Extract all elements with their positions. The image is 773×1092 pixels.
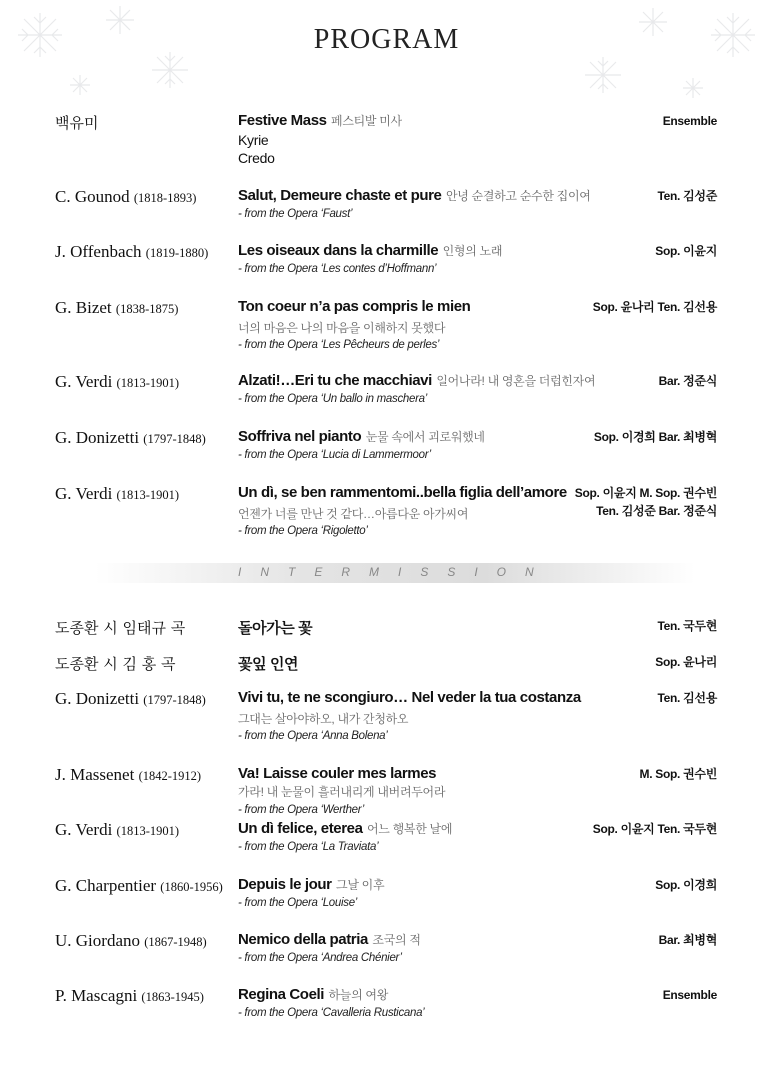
performer: Ten. 김성준	[657, 189, 717, 203]
composer	[55, 617, 185, 638]
work-title-line	[238, 820, 618, 838]
work-title-line	[238, 986, 618, 1004]
composer-name: 도종환 시 임태규 곡	[55, 619, 186, 637]
composer	[55, 298, 178, 318]
composer-years: (1818-1893)	[133, 191, 197, 205]
composer	[55, 484, 179, 504]
work-source: - from the Opera ‘Louise’	[238, 897, 358, 909]
work-korean-title: 너의 마음은 나의 마음을 이해하지 못했다	[238, 321, 446, 335]
work-title-line	[238, 242, 618, 260]
performer: Sop. 윤나리 Ten. 김선용	[592, 300, 717, 314]
movement: Kyrie	[238, 132, 269, 148]
work	[238, 653, 618, 674]
composer-years: (1797-1848)	[143, 693, 206, 707]
performers	[659, 931, 717, 949]
work-title: Les oiseaux dans la charmille	[238, 242, 439, 259]
work-title-line	[238, 428, 618, 446]
work-korean-title: 가라! 내 눈물이 흘러내리게 내버려두어라	[238, 785, 446, 799]
performer: Bar. 정준식	[658, 374, 717, 388]
work-title-line	[238, 187, 618, 205]
composer	[55, 820, 179, 840]
performers	[655, 653, 717, 671]
composer-years: (1813-1901)	[116, 488, 180, 502]
composer-name: 도종환 시 김 홍 곡	[55, 655, 176, 673]
performer: Ensemble	[662, 114, 717, 128]
performers	[659, 372, 717, 390]
work-title: Ton coeur n’a pas compris le mien	[238, 298, 471, 315]
work-title: Soffriva nel pianto	[238, 428, 362, 445]
work-title-line	[238, 931, 618, 949]
work	[238, 372, 618, 405]
work-source: - from the Opera ‘Andrea Chénier’	[238, 952, 402, 964]
performers	[658, 617, 718, 635]
work	[238, 187, 618, 220]
performer: Ten. 김선용	[657, 691, 717, 705]
work-korean-title: 안녕 순결하고 순수한 집이여	[445, 189, 591, 203]
composer	[55, 242, 208, 262]
performer: Bar. 최병혁	[658, 933, 717, 947]
composer-name: J. Massenet	[55, 765, 135, 784]
composer-name: G. Donizetti	[55, 689, 140, 708]
work-source: - from the Opera ‘Anna Bolena’	[238, 730, 388, 742]
performer: Sop. 이경희	[655, 878, 717, 892]
work-source: - from the Opera ‘Les Pêcheurs de perles’	[238, 339, 440, 351]
movement: Credo	[238, 150, 275, 166]
intermission-band	[95, 563, 695, 583]
composer	[55, 931, 207, 951]
composer-years: (1819-1880)	[145, 246, 209, 260]
composer	[55, 372, 179, 392]
composer-name: G. Bizet	[55, 298, 112, 317]
work-source: - from the Opera ‘Lucia di Lammermoor’	[238, 449, 431, 461]
work-title-line	[238, 298, 618, 316]
composer	[55, 986, 204, 1006]
work-title-line	[238, 876, 618, 894]
performers	[640, 765, 717, 783]
performer: Ensemble	[662, 988, 717, 1002]
performers	[663, 112, 717, 130]
composer	[55, 112, 98, 133]
composer-years: (1842-1912)	[138, 769, 202, 783]
work-source: - from the Opera ‘Faust’	[238, 208, 353, 220]
work	[238, 617, 618, 638]
composer-years: (1797-1848)	[143, 432, 206, 446]
work-title-line	[238, 112, 618, 130]
work-source: - from the Opera ‘Les contes d’Hoffmann’	[238, 263, 437, 275]
work-title-line	[238, 765, 618, 801]
performer: M. Sop. 권수빈	[639, 767, 717, 781]
work-korean-title: 일어나라! 내 영혼을 더럽힌자여	[436, 374, 596, 388]
composer-years: (1813-1901)	[116, 824, 180, 838]
work-title: Nemico della patria	[238, 931, 368, 948]
work-korean-title: 하늘의 여왕	[328, 988, 389, 1002]
work-source: - from the Opera ‘Cavalleria Rusticana’	[238, 1007, 425, 1019]
performers	[663, 986, 717, 1004]
work	[238, 931, 618, 964]
composer-years: (1838-1875)	[115, 302, 179, 316]
work	[238, 876, 618, 909]
composer-years: (1863-1945)	[141, 990, 204, 1004]
work-title: 돌아가는 꽃	[238, 620, 313, 637]
performers	[655, 242, 717, 260]
work-title: 꽃잎 인연	[238, 656, 299, 673]
work-korean-title: 언젠가 너를 만난 것 같다…아름다운 아가씨여	[238, 507, 469, 521]
performers	[593, 820, 717, 838]
composer	[55, 765, 201, 785]
composer-name: G. Verdi	[55, 372, 113, 391]
work-title: Alzati!…Eri tu che macchiavi	[238, 372, 432, 389]
work-title-line	[238, 653, 618, 674]
work-title-line	[238, 484, 618, 502]
performers	[593, 298, 717, 316]
work-title: Un dì, se ben rammentomi..bella figlia dell’amore	[238, 484, 567, 501]
composer-name: C. Gounod	[55, 187, 130, 206]
intermission-label: INTERMISSION	[238, 565, 553, 579]
work	[238, 112, 618, 166]
performer: Sop. 윤나리	[655, 655, 717, 669]
work-title: Depuis le jour	[238, 876, 332, 893]
work-title: Vivi tu, te ne scongiuro… Nel veder la tua costanza	[238, 689, 581, 706]
page-title: PROGRAM	[313, 24, 460, 55]
work-title-line	[238, 689, 618, 707]
performers	[575, 484, 717, 520]
work-korean-title: 그날 이후	[336, 878, 385, 892]
work-title-line	[238, 372, 618, 390]
composer-years: (1813-1901)	[116, 376, 180, 390]
work	[238, 242, 618, 275]
performer: Ten. 김성준 Bar. 정준식	[596, 504, 717, 518]
performer: Sop. 이윤지	[655, 244, 717, 258]
composer-name: 백유미	[55, 114, 99, 132]
performer: Ten. 국두현	[657, 619, 717, 633]
composer	[55, 187, 196, 207]
work-source: - from the Opera ‘Un ballo in maschera’	[238, 393, 427, 405]
composer	[55, 653, 176, 674]
composer-name: G. Verdi	[55, 484, 113, 503]
work-title-line	[238, 617, 618, 638]
work	[238, 820, 618, 853]
performers	[594, 428, 717, 446]
work-title: Un dì felice, eterea	[238, 820, 363, 837]
composer-name: G. Verdi	[55, 820, 113, 839]
composer-name: G. Donizetti	[55, 428, 140, 447]
work	[238, 484, 618, 537]
performers	[658, 187, 718, 205]
performers	[655, 876, 717, 894]
work-source: - from the Opera ‘Rigoletto’	[238, 525, 368, 537]
composer	[55, 876, 223, 896]
performer: Sop. 이윤지 M. Sop. 권수빈	[574, 486, 717, 500]
performer: Sop. 이경희 Bar. 최병혁	[593, 430, 717, 444]
work-title: Va! Laisse couler mes larmes	[238, 765, 437, 782]
work-title: Festive Mass	[238, 112, 327, 129]
composer-years: (1867-1948)	[144, 935, 207, 949]
work-title: Regina Coeli	[238, 986, 325, 1003]
work	[238, 986, 618, 1019]
composer-name: J. Offenbach	[55, 242, 142, 261]
work	[238, 428, 618, 461]
work	[238, 689, 618, 742]
work	[238, 298, 618, 351]
composer	[55, 689, 206, 709]
work-korean-title: 눈물 속에서 괴로워했네	[365, 430, 485, 444]
work-korean-title: 그대는 살아야하오, 내가 간청하오	[238, 712, 409, 726]
composer-name: U. Giordano	[55, 931, 140, 950]
work-source: - from the Opera ‘La Traviata’	[238, 841, 379, 853]
work-korean-title: 어느 행복한 날에	[367, 822, 453, 836]
work-korean-title: 인형의 노래	[442, 244, 503, 258]
work-korean-title: 페스티발 미사	[331, 114, 402, 128]
composer-name: G. Charpentier	[55, 876, 157, 895]
work	[238, 765, 618, 816]
work-title: Salut, Demeure chaste et pure	[238, 187, 442, 204]
composer-years: (1860-1956)	[160, 880, 223, 894]
composer-name: P. Mascagni	[55, 986, 138, 1005]
work-korean-title: 조국의 적	[372, 933, 421, 947]
composer	[55, 428, 206, 448]
performers	[658, 689, 718, 707]
work-source: - from the Opera ‘Werther’	[238, 804, 364, 816]
performer: Sop. 이윤지 Ten. 국두현	[592, 822, 717, 836]
